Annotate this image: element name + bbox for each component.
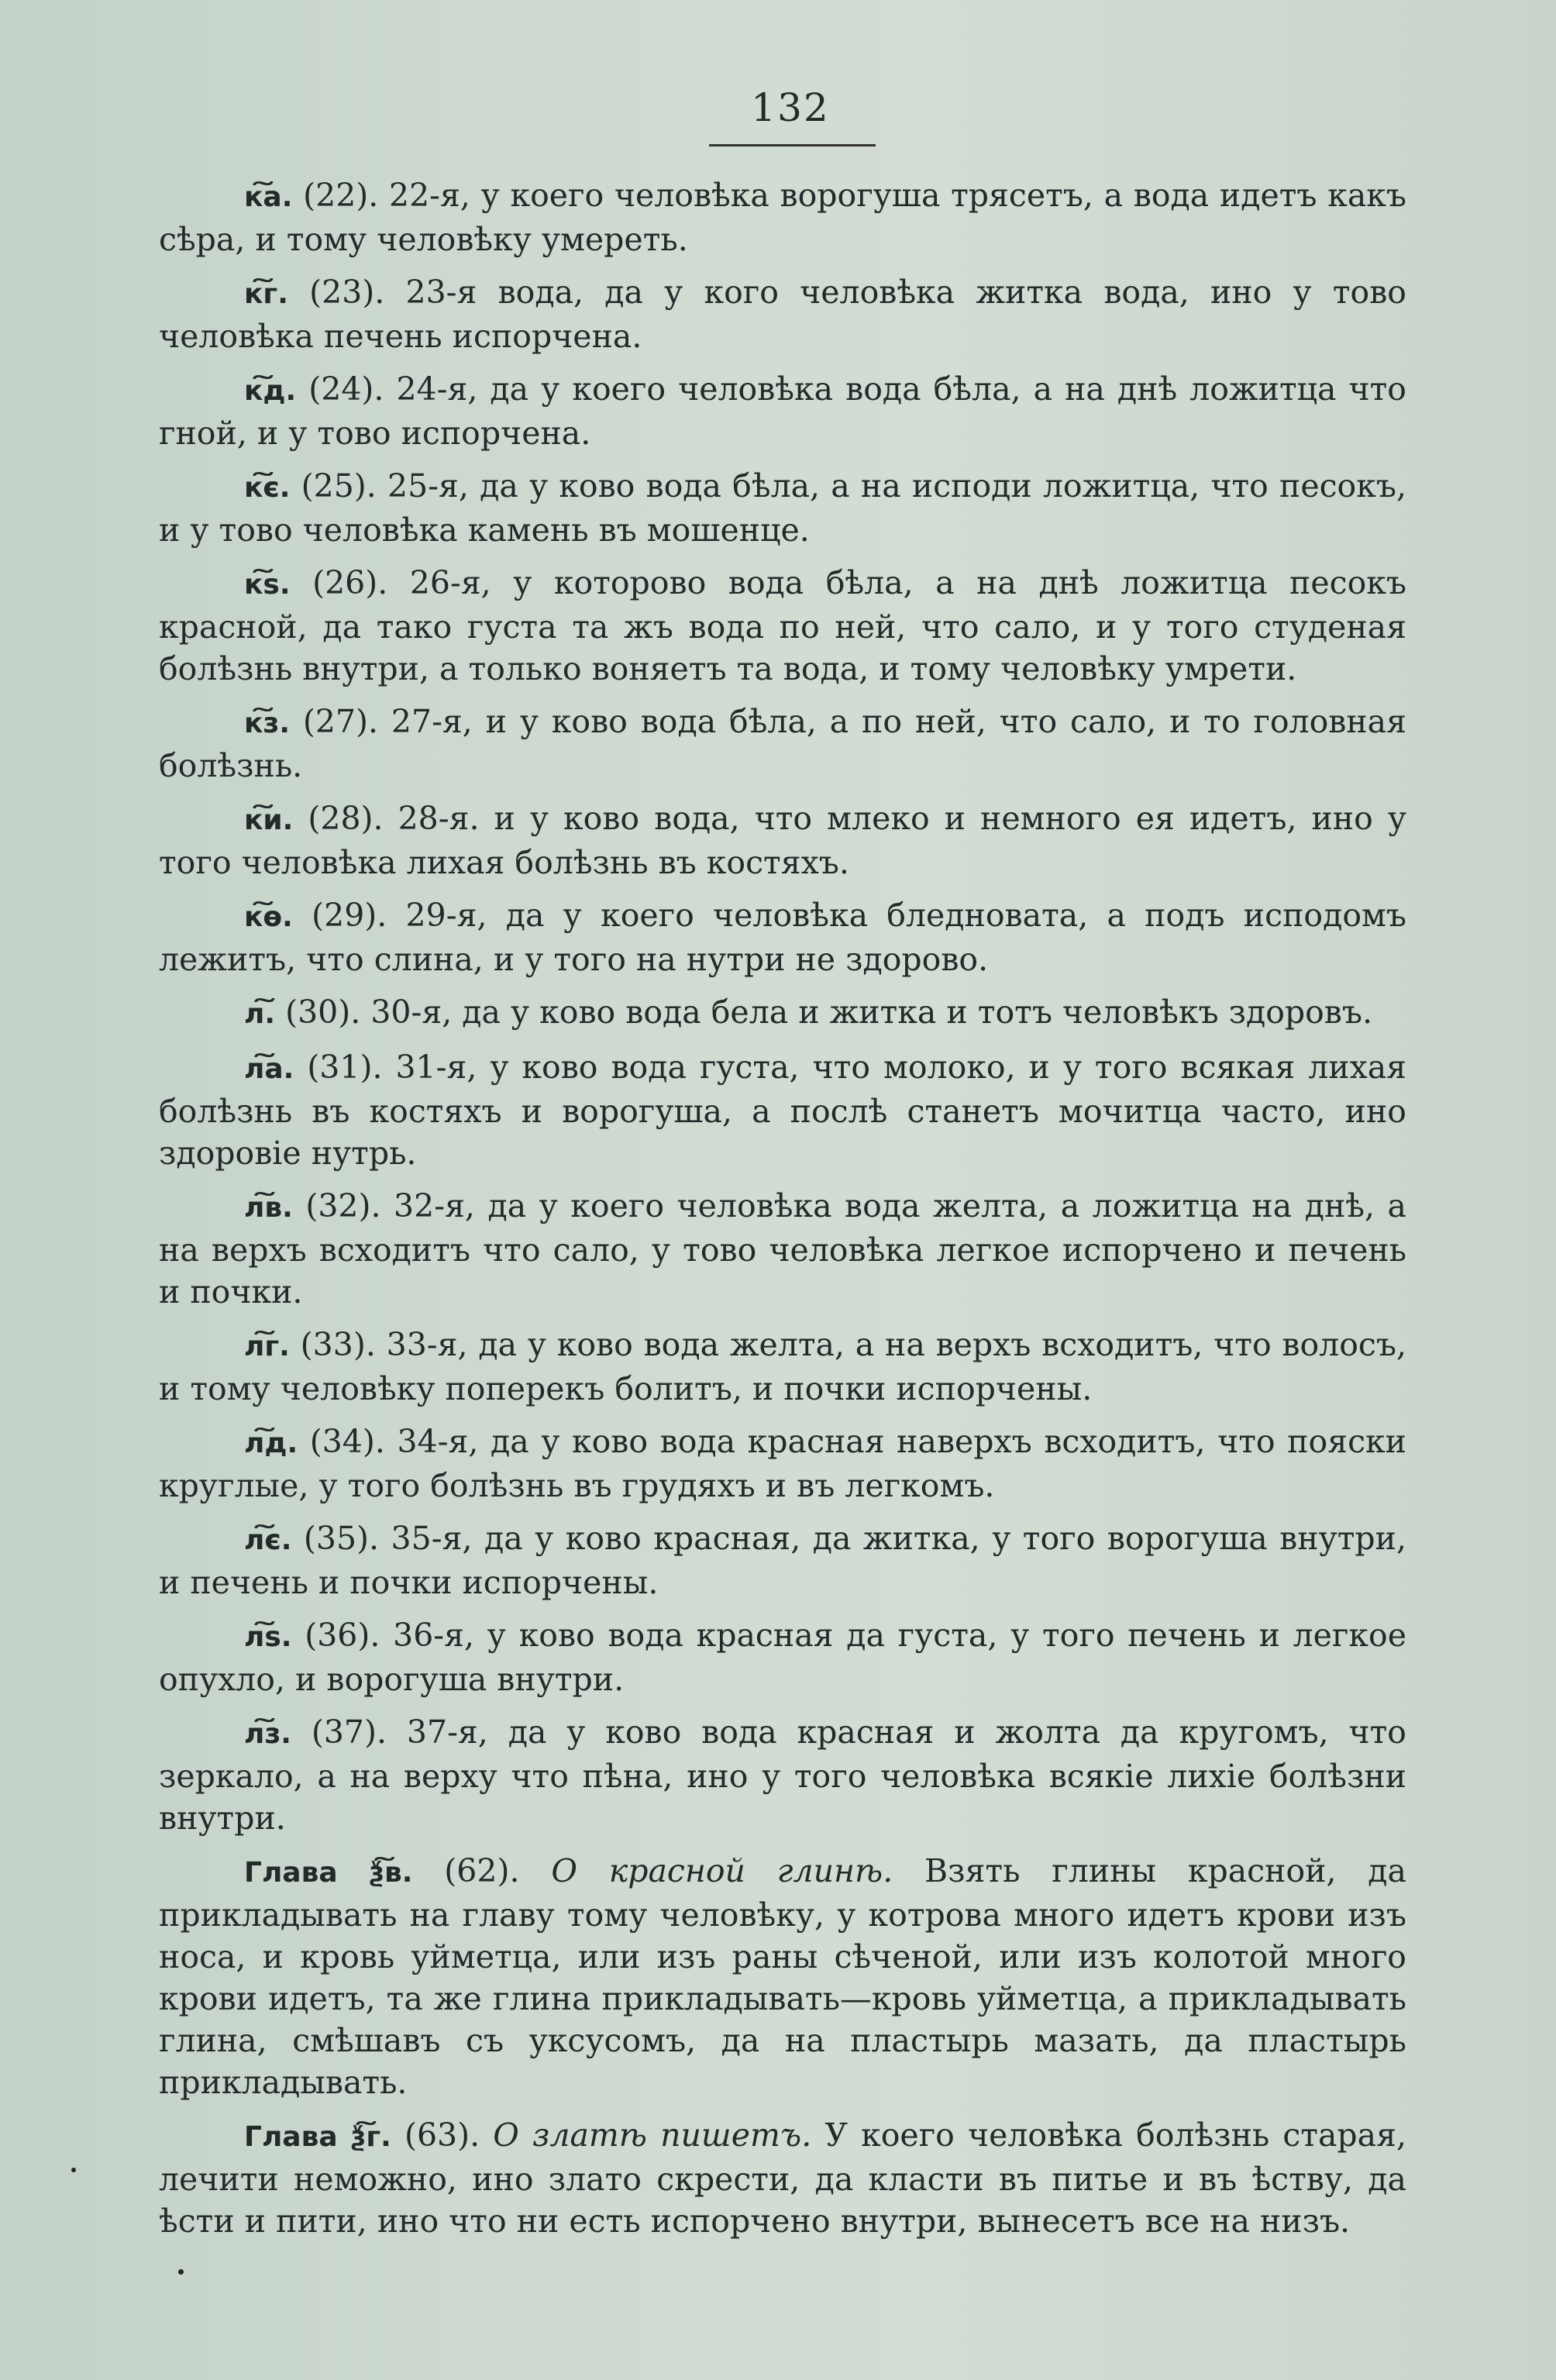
paragraph [159,1614,1406,1700]
paragraph-text: (27). 27-я, и у ково вода бѣла, а по ней, что сало, и то головная болѣзнь. [159,703,1406,784]
paragraph [159,2114,1406,2242]
paragraph [159,465,1406,551]
paragraph-text: (25). 25-я, да у ково вода бѣла, а на исподи ложитца, что песокъ, и у тово человѣка камень въ мошенце. [159,467,1406,549]
paragraph-number: л͠а. [244,1053,294,1085]
paragraph-text: (34). 34-я, да у ково вода красная наверхъ всходитъ, что пояски круглые, у того болѣзнь въ грудяхъ и въ легкомъ. [159,1423,1406,1504]
paragraph [159,797,1406,883]
paragraph-text: (30). 30-я, да у ково вода бела и житка и тотъ человѣкъ здоровъ. [285,994,1373,1031]
paragraph [159,1517,1406,1603]
paragraph-number: Глава ѯ͠в. [244,1857,413,1889]
paragraph-number: к͠и. [244,804,294,836]
paragraph-number: к͠є. [244,472,291,504]
paragraph-number: л͠в. [244,1192,293,1224]
page-number: 132 [751,85,830,130]
paragraph [159,701,1406,787]
paragraph-text: (37). 37-я, да у ково вода красная и жолта да кругомъ, что зеркало, а на верху что пѣна, ино у того человѣка всякіе лихіе болѣзни внутри. [159,1714,1406,1837]
chapter-title: О красной глинѣ. [551,1852,893,1889]
paragraph-text: (23). 23-я вода, да у кого человѣка житка вода, ино у тово человѣка печень испорчена. [159,274,1406,355]
paragraph-number: к͠а. [244,181,293,213]
page-number-rule [709,144,876,146]
paragraph-text: (28). 28-я. и у ково вода, что млеко и немного ея идетъ, ино у того человѣка лихая болѣзнь въ костяхъ. [159,800,1406,881]
paragraph-number: л͠. [244,998,276,1030]
print-speck [178,2269,184,2275]
paragraph-text: У коего человѣка болѣзнь старая, лечити неможно, ино злато скрести, да класти въ питье и въ ѣству, да ѣсти и пити, ино что ни есть испорчено внутри, вынесетъ все на низъ. [159,2117,1407,2240]
paragraph-number: л͠г. [244,1331,290,1362]
paragraph-text: (36). 36-я, у ково вода красная да густа, у того печень и легкое опухло, и ворогуша внутри. [159,1617,1406,1698]
paragraph-text: Взять глины красной, да прикладывать на главу тому человѣку, у котрова много идетъ крови изъ носа, и кровь уйметца, или изъ раны сѣченой, или изъ колотой много крови идетъ, та же глина прикладывать—кровь уйметца, а прикладывать глина, смѣшавъ съ уксусомъ, да на пластырь мазать, да пластырь прикладывать. [159,1852,1406,2101]
paragraph-text: (31). 31-я, у ково вода густа, что молоко, и у того всякая лихая болѣзнь въ костяхъ и ворогуша, а послѣ станетъ мочитца часто, ино здоровіе нутрь. [159,1049,1406,1172]
paragraph [159,271,1406,357]
paragraph-number: к͠д. [244,375,297,407]
paragraph-number: Глава ѯ͠г. [244,2121,391,2153]
paragraph [159,991,1406,1035]
chapter-number: (62). [444,1852,520,1889]
paragraph [159,1850,1406,2103]
paragraph-text: (29). 29-я, да у коего человѣка бледновата, а подъ исподомъ лежитъ, что слина, и у того на нутри не здорово. [159,897,1406,978]
paragraph [159,1324,1406,1410]
paragraph-text: (22). 22-я, у коего человѣка ворогуша трясетъ, а вода идетъ какъ сѣра, и тому человѣку умереть. [159,177,1406,258]
paragraph-number: к͠ѕ. [244,569,291,601]
paragraph-number: л͠ѕ. [244,1621,292,1653]
paragraph [159,562,1406,690]
paragraph-text: (24). 24-я, да у коего человѣка вода бѣла, а на днѣ ложитца что гной, и у тово испорчена. [159,370,1406,452]
paragraph [159,368,1406,454]
paragraph-number: к͠г. [244,278,288,310]
paragraph-text: (26). 26-я, у которово вода бѣла, а на днѣ ложитца песокъ красной, да тако густа та жъ вода по ней, что сало, и у того студеная болѣзнь внутри, а только воняетъ та вода, и тому человѣку умрети. [159,564,1406,687]
paragraph-text: (35). 35-я, да у ково красная, да житка, у того ворогуша внутри, и печень и почки испорчены. [159,1520,1406,1601]
paragraph-text: (32). 32-я, да у коего человѣка вода желта, а ложитца на днѣ, а на верхъ всходитъ что сало, у тово человѣка легкое испорчено и печень и почки. [159,1187,1406,1311]
paragraph [159,1185,1406,1313]
chapter-number: (63). [404,2117,480,2154]
paragraph [159,174,1406,260]
chapter-title: О златѣ пишетъ. [493,2117,812,2154]
paragraph-number: к͠ѳ. [244,901,293,933]
paragraph [159,1711,1406,1839]
page-text [159,174,1406,2253]
paragraph [159,1421,1406,1507]
paragraph-number: к͠з. [244,708,291,739]
paragraph-text: (33). 33-я, да у ково вода желта, а на верхъ всходитъ, что волосъ, и тому человѣку поперекъ болитъ, и почки испорчены. [159,1326,1406,1407]
paragraph [159,1046,1406,1174]
print-speck [71,2168,76,2172]
paragraph-number: л͠є. [244,1524,292,1556]
paragraph [159,894,1406,980]
paragraph-number: л͠д. [244,1428,298,1459]
paragraph-number: л͠з. [244,1718,291,1750]
